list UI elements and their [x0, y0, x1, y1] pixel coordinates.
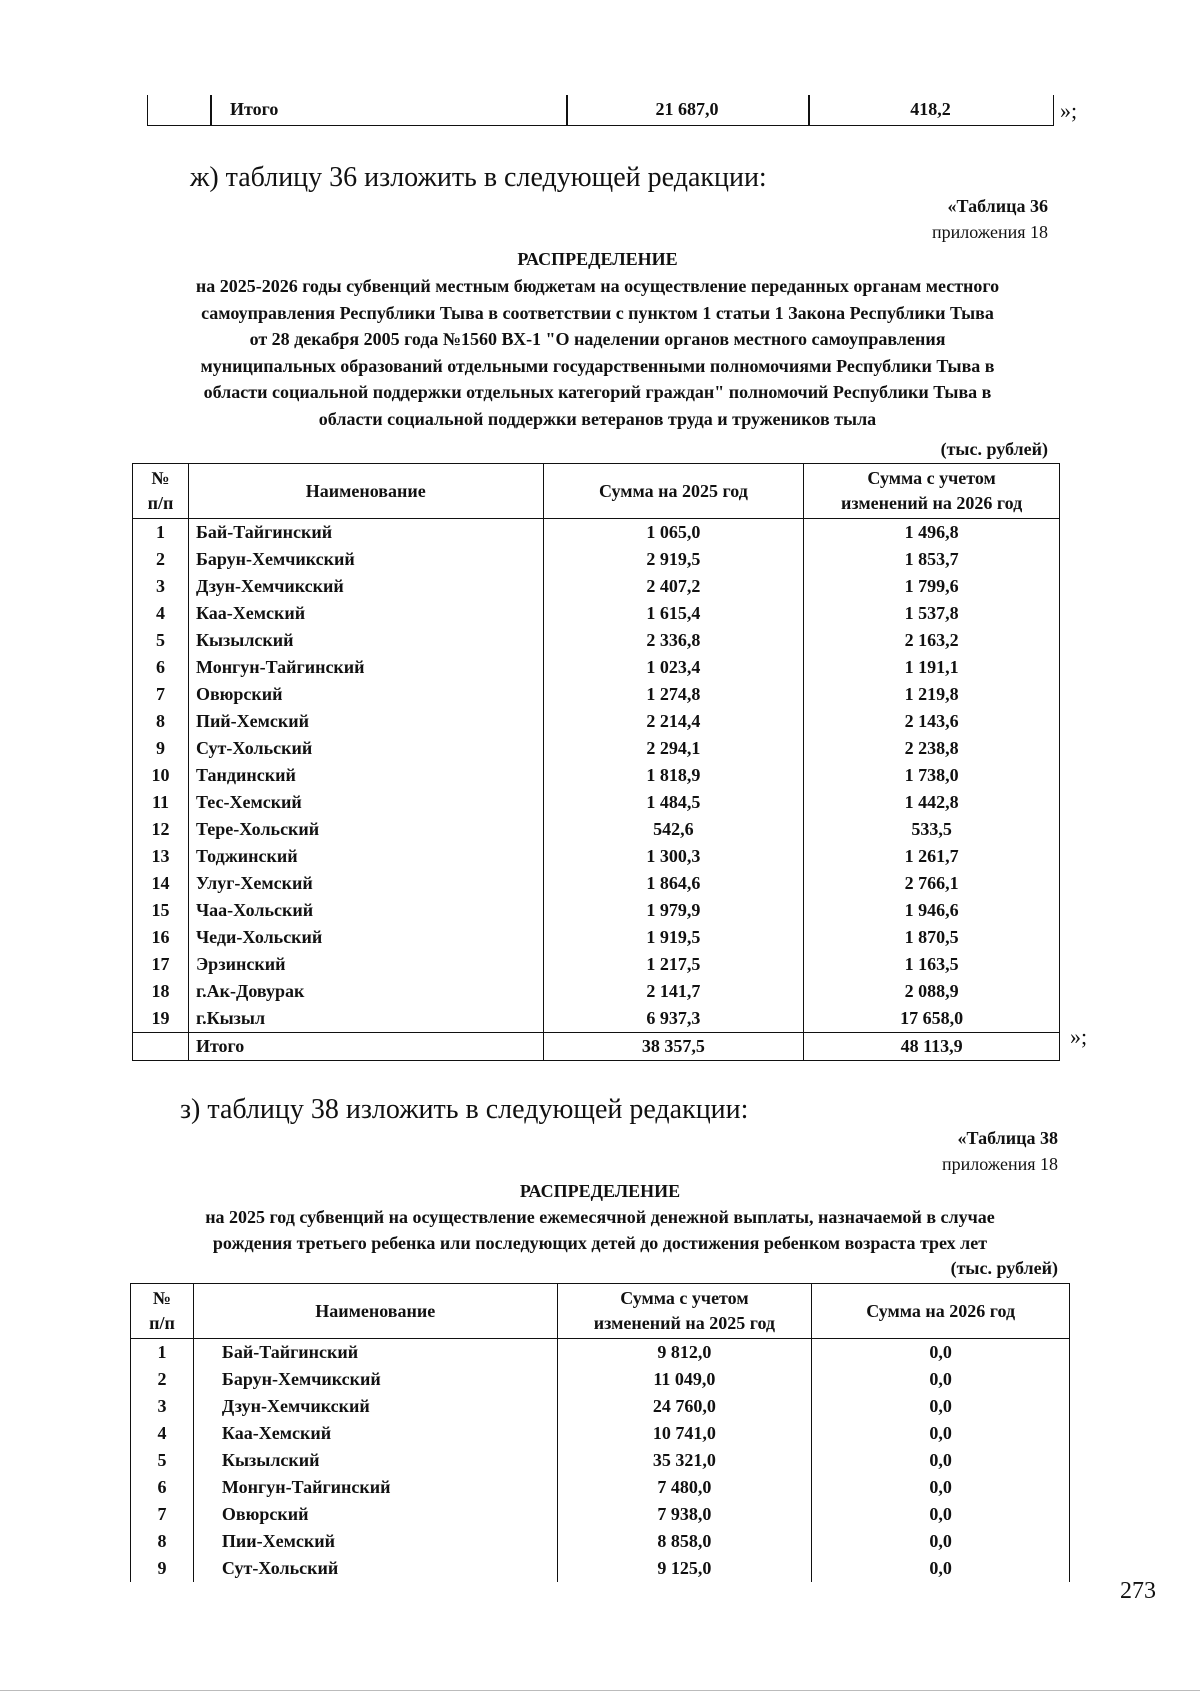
table-row [133, 978, 1060, 1005]
row-number: 4 [131, 1420, 194, 1447]
row-number: 12 [133, 816, 189, 843]
row-value-2: 1 946,6 [804, 897, 1060, 924]
row-value-1: 1 864,6 [543, 870, 804, 897]
row-name: Барун-Хемчикский [188, 546, 543, 573]
row-value-1: 7 480,0 [557, 1474, 812, 1501]
col-header-number [133, 464, 189, 519]
table-row [133, 1005, 1060, 1033]
row-name: Чаа-Хольский [188, 897, 543, 924]
row-value-1: 542,6 [543, 816, 804, 843]
row-number: 11 [133, 789, 189, 816]
total-value-1: 38 357,5 [543, 1033, 804, 1061]
table-row [131, 1555, 1070, 1582]
row-value-2: 1 219,8 [804, 681, 1060, 708]
row-number: 6 [133, 654, 189, 681]
row-value-2: 1 537,8 [804, 600, 1060, 627]
row-name: Сут-Хольский [193, 1555, 557, 1582]
table-36 [132, 463, 1060, 1061]
row-value-2: 1 738,0 [804, 762, 1060, 789]
row-number: 17 [133, 951, 189, 978]
row-name: Бай-Тайгинский [193, 1339, 557, 1367]
row-value-1: 7 938,0 [557, 1501, 812, 1528]
row-number: 6 [131, 1474, 194, 1501]
row-name: Каа-Хемский [193, 1420, 557, 1447]
section-zh-table-ref-1: «Таблица 36 [947, 196, 1048, 216]
row-value-2: 2 143,6 [804, 708, 1060, 735]
table-row [133, 924, 1060, 951]
table-row [133, 573, 1060, 600]
row-name: Эрзинский [188, 951, 543, 978]
row-number: 13 [133, 843, 189, 870]
col-header-2026 [804, 464, 1060, 519]
row-number: 1 [131, 1339, 194, 1367]
section-zh-heading: ж) таблицу 36 изложить в следующей редакции: [190, 162, 767, 193]
section-z-title: РАСПРЕДЕЛЕНИЕ [519, 1181, 681, 1201]
table-row [133, 627, 1060, 654]
row-value-1: 2 919,5 [543, 546, 804, 573]
row-value-1: 35 321,0 [557, 1447, 812, 1474]
row-value-2: 1 870,5 [804, 924, 1060, 951]
row-value-2: 17 658,0 [804, 1005, 1060, 1033]
row-value-2: 1 442,8 [804, 789, 1060, 816]
col-header-2026: Сумма на 2026 год [812, 1284, 1070, 1339]
row-value-2: 0,0 [812, 1474, 1070, 1501]
section-z-heading: з) таблицу 38 изложить в следующей редакции: [180, 1094, 749, 1125]
row-value-2: 1 163,5 [804, 951, 1060, 978]
row-name: Бай-Тайгинский [188, 519, 543, 547]
table-row [133, 897, 1060, 924]
row-name: Кызылский [193, 1447, 557, 1474]
row-value-2: 0,0 [812, 1555, 1070, 1582]
description-line: на 2025 год субвенций на осуществление ежемесячной денежной выплаты, назначаемой в случае [205, 1207, 995, 1227]
row-name: Кызылский [188, 627, 543, 654]
row-value-2: 2 163,2 [804, 627, 1060, 654]
table-row [133, 519, 1060, 547]
row-value-1: 1 979,9 [543, 897, 804, 924]
table-row [133, 735, 1060, 762]
row-number: 5 [131, 1447, 194, 1474]
table-row [131, 1366, 1070, 1393]
row-name: Барун-Хемчикский [193, 1366, 557, 1393]
description-line: на 2025-2026 годы субвенций местным бюджетам на осуществление переданных органам местного [195, 276, 1000, 296]
description-line: муниципальных образований отдельными государственными полномочиями Республики Тыва в [200, 355, 995, 376]
row-number: 14 [133, 870, 189, 897]
table-row [133, 654, 1060, 681]
section-z-units: (тыс. рублей) [950, 1258, 1058, 1278]
table-total-row [133, 1033, 1060, 1061]
table-38 [130, 1283, 1070, 1582]
total-value-2: 48 113,9 [804, 1033, 1060, 1061]
row-name: Тес-Хемский [188, 789, 543, 816]
row-number: 1 [133, 519, 189, 547]
row-value-1: 10 741,0 [557, 1420, 812, 1447]
table-row [131, 1501, 1070, 1528]
row-name: Пий-Хемский [188, 708, 543, 735]
table-row [131, 1420, 1070, 1447]
row-number: 19 [133, 1005, 189, 1033]
row-number: 2 [131, 1366, 194, 1393]
col-2025-line1: Сумма с учетом [620, 1288, 749, 1308]
col-number-line2: п/п [147, 493, 174, 513]
row-value-1: 2 214,4 [543, 708, 804, 735]
table-row [133, 816, 1060, 843]
row-name: Овюрский [188, 681, 543, 708]
col-number-line2: п/п [149, 1313, 175, 1333]
table-row [133, 681, 1060, 708]
row-name: г.Ак-Довурак [188, 978, 543, 1005]
row-value-1: 9 812,0 [557, 1339, 812, 1367]
row-name: Тере-Хольский [188, 816, 543, 843]
col-header-2025: Сумма на 2025 год [543, 464, 804, 519]
row-value-1: 2 294,1 [543, 735, 804, 762]
table-row [131, 1447, 1070, 1474]
col-header-2025 [557, 1284, 812, 1339]
row-name: Чеди-Хольский [188, 924, 543, 951]
table-row [131, 1393, 1070, 1420]
row-value-1: 2 336,8 [543, 627, 804, 654]
col-2026-line2: изменений на 2026 год [840, 493, 1023, 513]
row-name: Пии-Хемский [193, 1528, 557, 1555]
row-value-2: 1 853,7 [804, 546, 1060, 573]
row-value-2: 1 496,8 [804, 519, 1060, 547]
row-number: 8 [131, 1528, 194, 1555]
row-value-1: 1 217,5 [543, 951, 804, 978]
row-value-2: 0,0 [812, 1501, 1070, 1528]
row-name: Дзун-Хемчикский [193, 1393, 557, 1420]
col-number-line1: № [151, 468, 170, 488]
row-value-1: 6 937,3 [543, 1005, 804, 1033]
row-value-1: 1 300,3 [543, 843, 804, 870]
page-number: 273 [1120, 1578, 1156, 1604]
row-value-2: 0,0 [812, 1393, 1070, 1420]
table-row [133, 789, 1060, 816]
total-number [133, 1033, 189, 1061]
row-value-1: 1 274,8 [543, 681, 804, 708]
row-name: Дзун-Хемчикский [188, 573, 543, 600]
table-row [131, 1339, 1070, 1367]
row-name: Сут-Хольский [188, 735, 543, 762]
prev-total-value-1: 21 687,0 [655, 99, 719, 119]
row-number: 4 [133, 600, 189, 627]
row-name: Монгун-Тайгинский [188, 654, 543, 681]
description-line: области социальной поддержки ветеранов труда и тружеников тыла [318, 408, 877, 429]
row-value-1: 8 858,0 [557, 1528, 812, 1555]
row-number: 10 [133, 762, 189, 789]
row-number: 9 [131, 1555, 194, 1582]
row-number: 15 [133, 897, 189, 924]
row-value-2: 2 088,9 [804, 978, 1060, 1005]
section-zh-units: (тыс. рублей) [940, 439, 1048, 459]
description-line: от 28 декабря 2005 года №1560 ВХ-1 "О наделении органов местного самоуправления [249, 329, 946, 349]
row-value-1: 1 023,4 [543, 654, 804, 681]
row-number: 2 [133, 546, 189, 573]
col-header-number [131, 1284, 194, 1339]
description-line: самоуправления Республики Тыва в соответствии с пунктом 1 статьи 1 Закона Республики Тыва [201, 302, 994, 323]
row-value-2: 2 238,8 [804, 735, 1060, 762]
description-line: рождения третьего ребенка или последующих детей до достижения ребенком возраста трех лет [212, 1233, 988, 1253]
table-row [133, 951, 1060, 978]
row-name: Тоджинский [188, 843, 543, 870]
section-zh-description [140, 276, 1055, 435]
row-value-2: 0,0 [812, 1366, 1070, 1393]
prev-table-fragment [147, 95, 1054, 126]
col-number-line1: № [152, 1288, 171, 1308]
section-z-table-ref-2: приложения 18 [941, 1154, 1058, 1174]
col-header-name: Наименование [188, 464, 543, 519]
description-line: области социальной поддержки отдельных категорий граждан" полномочий Республики Тыва в [203, 382, 992, 402]
row-name: Овюрский [193, 1501, 557, 1528]
row-name: Монгун-Тайгинский [193, 1474, 557, 1501]
table-row [131, 1528, 1070, 1555]
total-label: Итого [188, 1033, 543, 1061]
row-value-1: 2 407,2 [543, 573, 804, 600]
row-value-1: 24 760,0 [557, 1393, 812, 1420]
row-value-2: 0,0 [812, 1339, 1070, 1367]
prev-total-label: Итого [230, 99, 279, 119]
col-2025-line2: изменений на 2025 год [593, 1313, 776, 1333]
row-value-1: 11 049,0 [557, 1366, 812, 1393]
page-bottom-rule [0, 1690, 1200, 1691]
row-number: 7 [131, 1501, 194, 1528]
row-name: Тандинский [188, 762, 543, 789]
row-number: 3 [133, 573, 189, 600]
table-header-row [133, 464, 1060, 519]
section-z-description [140, 1207, 1060, 1259]
section-z-table-ref-1: «Таблица 38 [957, 1128, 1058, 1148]
col-2026-line1: Сумма с учетом [867, 468, 996, 488]
table-row [133, 843, 1060, 870]
prev-closing-quote: »; [1060, 98, 1078, 123]
row-name: Улуг-Хемский [188, 870, 543, 897]
row-value-2: 1 261,7 [804, 843, 1060, 870]
row-number: 9 [133, 735, 189, 762]
row-number: 18 [133, 978, 189, 1005]
row-value-2: 0,0 [812, 1447, 1070, 1474]
row-value-1: 1 615,4 [543, 600, 804, 627]
section-zh-closing-quote: »; [1070, 1024, 1088, 1049]
row-name: г.Кызыл [188, 1005, 543, 1033]
row-number: 8 [133, 708, 189, 735]
row-value-1: 1 919,5 [543, 924, 804, 951]
row-value-1: 1 065,0 [543, 519, 804, 547]
table-row [133, 708, 1060, 735]
row-number: 5 [133, 627, 189, 654]
row-value-2: 2 766,1 [804, 870, 1060, 897]
row-value-2: 1 799,6 [804, 573, 1060, 600]
row-number: 3 [131, 1393, 194, 1420]
row-name: Каа-Хемский [188, 600, 543, 627]
row-value-1: 1 818,9 [543, 762, 804, 789]
table-row [131, 1474, 1070, 1501]
prev-total-value-2: 418,2 [910, 99, 951, 119]
section-zh-title: РАСПРЕДЕЛЕНИЕ [517, 249, 678, 269]
row-value-2: 0,0 [812, 1420, 1070, 1447]
row-value-2: 0,0 [812, 1528, 1070, 1555]
row-value-2: 1 191,1 [804, 654, 1060, 681]
row-number: 7 [133, 681, 189, 708]
row-value-2: 533,5 [804, 816, 1060, 843]
row-value-1: 9 125,0 [557, 1555, 812, 1582]
table-row [133, 600, 1060, 627]
section-zh-table-ref-2: приложения 18 [931, 222, 1048, 242]
row-number: 16 [133, 924, 189, 951]
col-header-name: Наименование [193, 1284, 557, 1339]
table-row [133, 762, 1060, 789]
row-value-1: 1 484,5 [543, 789, 804, 816]
table-row [133, 546, 1060, 573]
row-value-1: 2 141,7 [543, 978, 804, 1005]
table-header-row [131, 1284, 1070, 1339]
table-row [133, 870, 1060, 897]
